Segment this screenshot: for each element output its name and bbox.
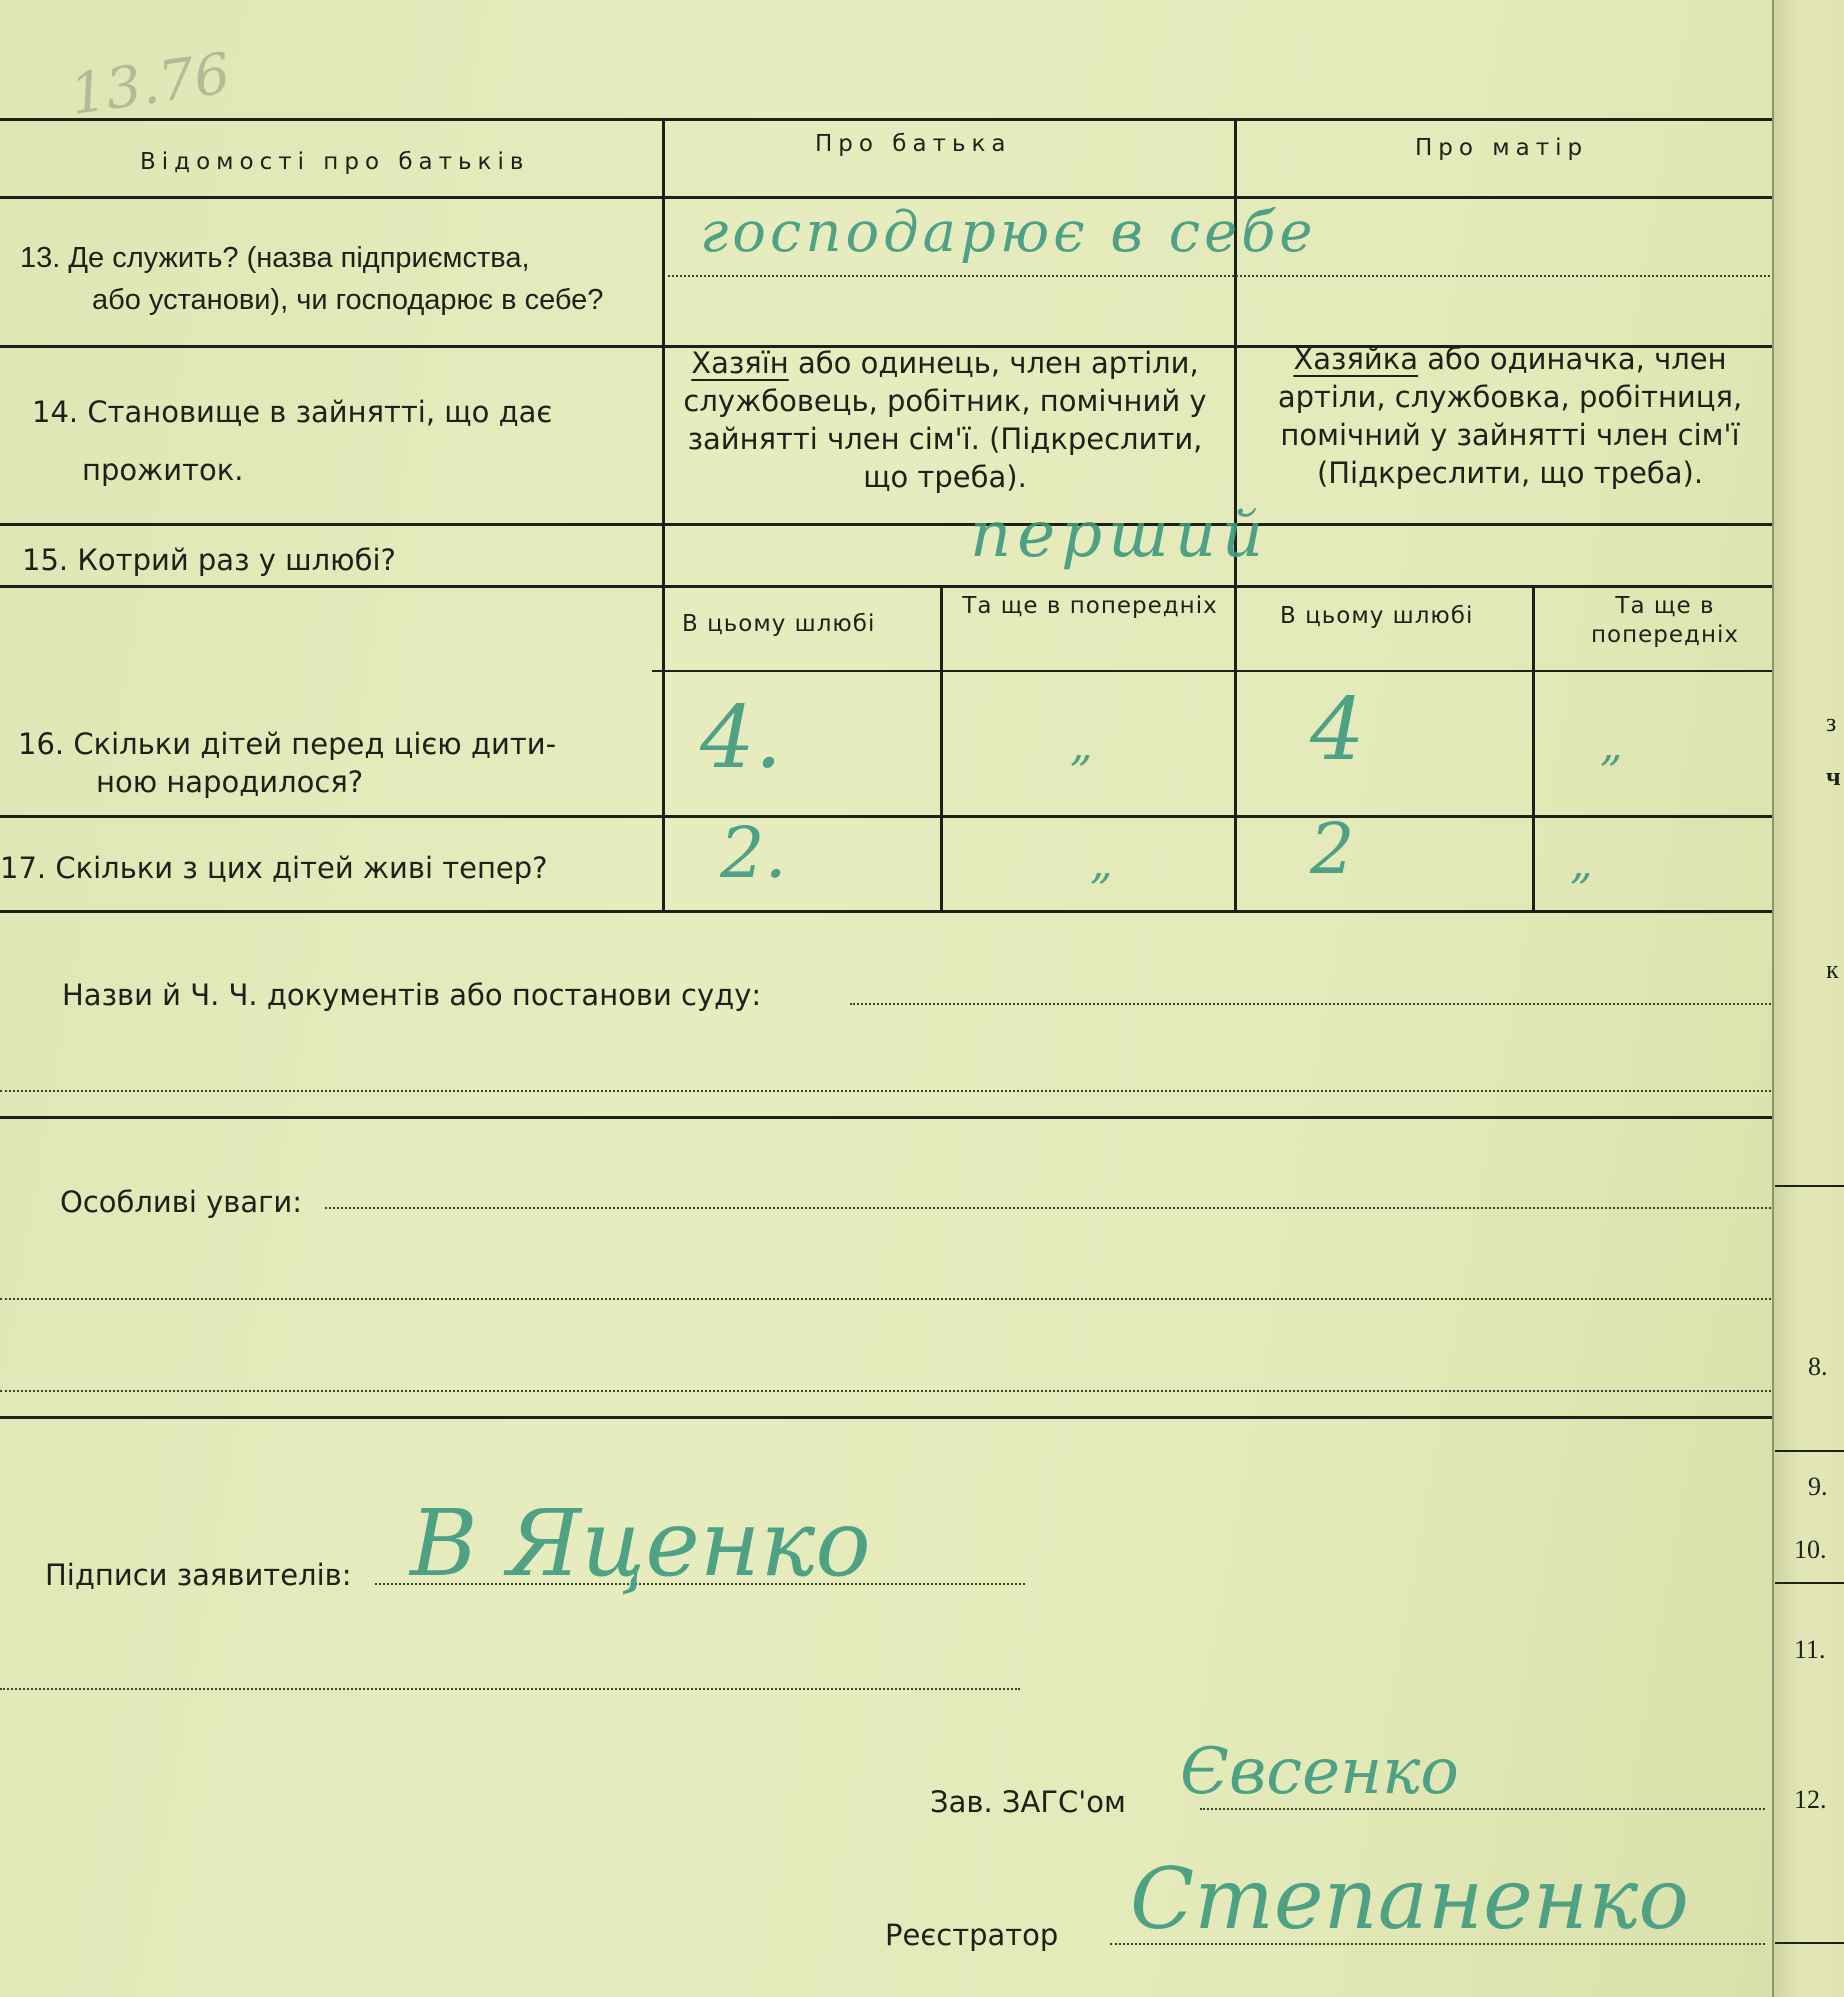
remarks-line-2 <box>0 1298 1775 1300</box>
table-bottom-rule <box>0 910 1778 913</box>
zags-label: Зав. ЗАГС'ом <box>930 1785 1126 1819</box>
header-bottom-rule <box>0 196 1780 199</box>
documents-line-1 <box>850 1003 1775 1005</box>
corner-pencil-mark: 13.76 <box>66 41 235 128</box>
zags-signature: Євсенко <box>1180 1735 1459 1809</box>
q13-label-line1: 13. Де служить? (назва підприємства, <box>20 242 530 274</box>
q14-mother-options <box>1250 340 1770 492</box>
q17-label: 17. Скільки з цих дітей живі тепер? <box>0 851 548 885</box>
subheader-bottom-rule <box>652 670 1780 672</box>
q16-label-line1: 16. Скільки дітей перед цією дити- <box>18 727 557 761</box>
documents-line-2 <box>0 1090 1775 1092</box>
q14-father-underlined: Хазяїн <box>691 346 789 380</box>
header-father: Про батька <box>815 131 1012 157</box>
side-number-11: 11. <box>1794 1635 1826 1664</box>
side-rule-3 <box>1775 1582 1844 1584</box>
q14-label-line2: прожиток. <box>82 453 244 487</box>
side-letter-2: ч <box>1826 762 1841 791</box>
q17-mother-this: 2 <box>1310 808 1355 890</box>
registrar-signature: Степаненко <box>1130 1850 1689 1948</box>
remarks-line-3 <box>0 1390 1775 1392</box>
applicants-line-2 <box>0 1688 1020 1690</box>
q14-mother-text: або одиначка, член артіли, службовка, робітниця, помічний у зайнятті член сім'ї (Підкреслити, що треба). <box>1277 342 1743 490</box>
col-divider-father <box>940 585 943 910</box>
side-rule-2 <box>1775 1450 1844 1452</box>
side-rule-1 <box>1775 1185 1844 1187</box>
remarks-line-1 <box>325 1207 1775 1209</box>
registrar-label: Реєстратор <box>885 1918 1059 1952</box>
applicants-label: Підписи заявителів: <box>45 1558 352 1592</box>
remarks-bottom-rule <box>0 1416 1778 1419</box>
applicants-signature: В Яценко <box>410 1490 871 1597</box>
side-number-8: 8. <box>1808 1352 1828 1381</box>
table-top-rule <box>0 118 1790 121</box>
row16-bottom-rule <box>0 815 1780 818</box>
side-number-9: 9. <box>1808 1472 1828 1501</box>
q15-label: 15. Котрий раз у шлюбі? <box>22 543 396 577</box>
subheader-previous-mother: Та ще в попередніх <box>1591 593 1739 648</box>
side-number-10: 10. <box>1794 1535 1827 1564</box>
side-rule-4 <box>1775 1942 1844 1944</box>
q14-label-line1: 14. Становище в зайнятті, що дає <box>32 395 553 429</box>
q14-father-text: або одинець, член артіли, службовець, робітник, помічний у зайнятті член сім'ї. (Підкреслити, що треба). <box>683 346 1207 494</box>
q15-answer: перший <box>970 498 1270 572</box>
col-divider-1 <box>662 118 665 910</box>
remarks-label: Особливі уваги: <box>60 1185 303 1219</box>
q16-label-line2: ною народилося? <box>96 765 364 799</box>
q16-father-previous: „ <box>1070 720 1093 771</box>
q17-father-previous: „ <box>1090 838 1113 889</box>
subheader-previous-father: Та ще в попередніх <box>962 593 1218 619</box>
header-col-label: Відомості про батьків <box>140 149 530 175</box>
q16-father-this: 4. <box>700 688 783 788</box>
q17-father-this: 2. <box>720 812 787 894</box>
side-number-12: 12. <box>1794 1785 1827 1814</box>
documents-bottom-rule <box>0 1116 1778 1119</box>
side-letter-1: з <box>1826 708 1837 737</box>
q16-mother-previous: „ <box>1600 720 1623 771</box>
q14-father-options <box>680 344 1210 496</box>
subheader-this-father: В цьому шлюбі <box>682 611 876 637</box>
documents-label: Назви й Ч. Ч. документів або постанови суду: <box>62 978 762 1012</box>
col-divider-mother <box>1532 585 1535 910</box>
side-letter-3: к <box>1826 955 1839 984</box>
subheader-this-mother: В цьому шлюбі <box>1280 603 1474 629</box>
q13-label-line2: або установи), чи господарює в себе? <box>92 284 604 316</box>
q13-answer-line <box>668 275 1778 277</box>
q13-father-answer: господарює в себе <box>700 200 1317 265</box>
q14-mother-underlined: Хазяйка <box>1293 342 1419 376</box>
q16-mother-this: 4 <box>1310 680 1365 780</box>
header-mother: Про матір <box>1415 135 1589 161</box>
row14-bottom-rule <box>0 523 1780 526</box>
adjacent-page-edge <box>1772 0 1844 1997</box>
row15-bottom-rule <box>0 585 1780 588</box>
q17-mother-previous: „ <box>1570 838 1593 889</box>
